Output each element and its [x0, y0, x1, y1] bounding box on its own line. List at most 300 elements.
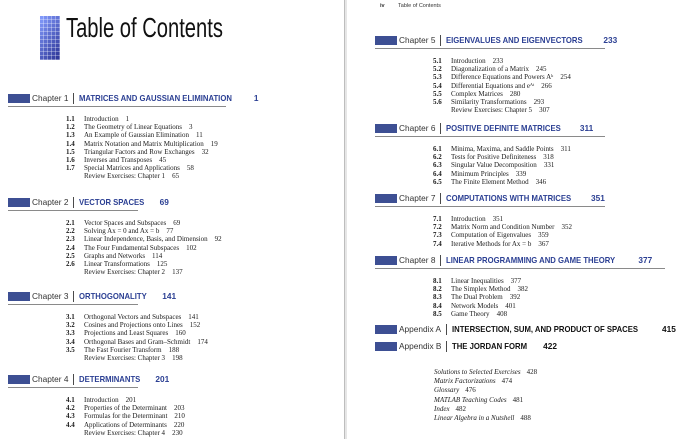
- chapter-heading[interactable]: [371, 191, 686, 205]
- section-number: 6.3: [433, 161, 442, 170]
- chapter-title: COMPUTATIONS WITH MATRICES: [446, 193, 572, 203]
- page-title: Table of Contents: [66, 12, 223, 43]
- back-matter-page: 476: [465, 386, 476, 395]
- back-matter-title: Linear Algebra in a Nutshell: [434, 414, 515, 423]
- chapter-bar-marker: [375, 342, 397, 351]
- section-number: [66, 429, 84, 437]
- chapter-page: 422: [543, 341, 557, 351]
- back-matter: [434, 368, 537, 423]
- section-row[interactable]: [66, 404, 334, 412]
- section-row[interactable]: [66, 346, 334, 354]
- section-page: 210: [174, 412, 185, 421]
- logo-grid-cell: [52, 52, 56, 56]
- section-row[interactable]: [66, 260, 334, 268]
- chapter-bar-marker: [8, 292, 30, 301]
- chapter-bar-marker: [375, 325, 397, 334]
- section-row[interactable]: [433, 231, 686, 239]
- section-number: 6.1: [433, 145, 442, 153]
- logo-grid-cell: [48, 40, 52, 44]
- chapter-block: [371, 339, 686, 353]
- chapter-underline: [8, 106, 226, 107]
- back-matter-row[interactable]: [434, 368, 537, 377]
- logo-grid-cell: [52, 56, 56, 60]
- section-title: Graphs and Networks: [84, 251, 146, 260]
- section-title: Linear Inequalities: [451, 277, 504, 285]
- review-row[interactable]: [66, 429, 334, 437]
- section-number: 5.3: [433, 73, 442, 82]
- section-row[interactable]: [433, 310, 686, 318]
- chapter-title: VECTOR SPACES: [79, 197, 145, 207]
- section-page: 245: [535, 65, 547, 74]
- section-title: Review Exercises: Chapter 5: [451, 106, 533, 115]
- section-title: Introduction: [84, 396, 119, 404]
- chapter-title: LINEAR PROGRAMMING AND GAME THEORY: [446, 255, 616, 265]
- section-title: Minimum Principles: [451, 169, 509, 178]
- section-page: 174: [197, 337, 208, 346]
- grid-logo-icon: [40, 16, 60, 60]
- section-row[interactable]: [66, 396, 334, 404]
- logo-grid-cell: [48, 56, 52, 60]
- chapter-page: 201: [155, 374, 170, 384]
- chapter-divider: [440, 255, 441, 266]
- section-row[interactable]: [433, 293, 686, 301]
- section-title: Properties of the Determinant: [84, 404, 168, 413]
- section-title: Differential Equations and eᴬᵗ: [451, 81, 535, 90]
- section-title: Special Matrices and Applications: [84, 164, 180, 173]
- chapter-page: 351: [591, 193, 605, 203]
- section-number: 8.2: [433, 285, 442, 294]
- chapter-title: POSITIVE DEFINITE MATRICES: [446, 123, 562, 133]
- section-row[interactable]: [66, 156, 334, 164]
- chapter-bar-marker: [375, 124, 397, 133]
- chapter-page: 69: [159, 197, 169, 207]
- logo-grid-cell: [40, 48, 44, 52]
- section-number: 1.2: [66, 123, 75, 132]
- section-page: 125: [156, 260, 168, 269]
- section-number: 3.5: [66, 345, 75, 354]
- section-page: 352: [561, 223, 572, 232]
- section-row[interactable]: [66, 235, 334, 243]
- chapter-bar-marker: [375, 256, 397, 265]
- logo-grid-cell: [56, 44, 60, 48]
- logo-grid-cell: [48, 28, 52, 32]
- section-title: Review Exercises: Chapter 2: [84, 268, 166, 277]
- section-row[interactable]: [433, 223, 686, 231]
- chapter-underline: [8, 210, 138, 211]
- back-matter-title: MATLAB Teaching Codes: [434, 395, 507, 404]
- section-row[interactable]: [66, 123, 334, 131]
- section-row[interactable]: [433, 90, 686, 98]
- section-page: 408: [496, 309, 508, 318]
- logo-grid-cell: [44, 48, 48, 52]
- logo-grid-cell: [52, 48, 56, 52]
- chapter-block: [371, 33, 686, 114]
- section-title: Introduction: [451, 215, 486, 223]
- back-matter-row[interactable]: [434, 386, 537, 395]
- section-page: 233: [492, 57, 504, 65]
- section-title: The Simplex Method: [451, 285, 511, 294]
- section-row[interactable]: [433, 98, 686, 106]
- logo-grid-cell: [48, 16, 52, 20]
- section-title: Applications of Determinants: [84, 420, 167, 429]
- section-row[interactable]: [66, 412, 334, 420]
- chapter-label: Chapter 4: [32, 374, 69, 384]
- logo-grid-cell: [56, 16, 60, 20]
- section-number: 3.3: [66, 329, 75, 338]
- section-row[interactable]: [433, 82, 686, 90]
- logo-grid-cell: [40, 20, 44, 24]
- review-row[interactable]: [433, 106, 686, 114]
- section-row[interactable]: [66, 148, 334, 156]
- section-number: 2.1: [66, 219, 75, 227]
- section-page: 351: [492, 215, 504, 223]
- review-row[interactable]: [66, 268, 334, 276]
- chapter-heading[interactable]: [4, 372, 334, 386]
- section-page: 203: [174, 404, 185, 413]
- section-row[interactable]: [66, 252, 334, 260]
- section-page: 401: [505, 301, 516, 310]
- section-row[interactable]: [433, 277, 686, 285]
- chapter-page: 1: [253, 93, 259, 103]
- chapter-heading[interactable]: [371, 33, 686, 47]
- section-number: 5.5: [433, 89, 442, 98]
- section-number: 8.1: [433, 277, 442, 285]
- section-title: Minima, Maxima, and Saddle Points: [451, 145, 554, 153]
- section-title: An Example of Gaussian Elimination: [84, 131, 189, 140]
- section-list: [66, 313, 334, 362]
- section-number: 3.4: [66, 337, 75, 346]
- section-title: Review Exercises: Chapter 4: [84, 428, 166, 437]
- back-matter-page: 428: [526, 368, 538, 376]
- chapter-divider: [73, 374, 74, 385]
- review-row[interactable]: [66, 172, 334, 180]
- section-row[interactable]: [66, 421, 334, 429]
- logo-grid-cell: [52, 36, 56, 40]
- section-page: 152: [189, 321, 201, 330]
- right-page: [347, 0, 690, 439]
- section-number: 1.4: [66, 139, 75, 148]
- chapter-block: [4, 91, 334, 181]
- section-number: 5.4: [433, 81, 442, 90]
- section-number: [66, 172, 84, 180]
- chapter-bar-marker: [8, 198, 30, 207]
- section-page: 307: [539, 106, 550, 115]
- logo-grid-cell: [56, 24, 60, 28]
- section-row[interactable]: [66, 227, 334, 235]
- section-row[interactable]: [433, 145, 686, 153]
- section-page: 102: [186, 243, 197, 252]
- logo-grid-cell: [40, 36, 44, 40]
- section-row[interactable]: [66, 164, 334, 172]
- logo-grid-cell: [52, 24, 56, 28]
- chapter-heading[interactable]: [371, 253, 686, 267]
- chapter-underline: [8, 387, 138, 388]
- chapter-label: Chapter 3: [32, 291, 69, 301]
- section-number: 7.2: [433, 223, 442, 232]
- back-matter-row[interactable]: [434, 396, 537, 405]
- section-number: 1.1: [66, 115, 75, 123]
- section-number: 4.1: [66, 396, 75, 404]
- section-number: 7.4: [433, 239, 442, 248]
- chapter-underline: [375, 136, 605, 137]
- section-row[interactable]: [433, 161, 686, 169]
- section-row[interactable]: [66, 313, 334, 321]
- section-list: [433, 145, 686, 186]
- logo-grid-cell: [56, 40, 60, 44]
- left-page: [0, 0, 344, 439]
- chapter-heading[interactable]: [371, 322, 686, 336]
- logo-grid-cell: [48, 48, 52, 52]
- chapter-block: [371, 121, 686, 186]
- chapter-label: Appendix B: [399, 341, 442, 351]
- back-matter-title: Solutions to Selected Exercises: [434, 368, 521, 376]
- section-page: 318: [543, 153, 554, 162]
- section-row[interactable]: [66, 244, 334, 252]
- logo-grid-cell: [40, 56, 44, 60]
- section-row[interactable]: [66, 219, 334, 227]
- logo-grid-cell: [44, 56, 48, 60]
- section-row[interactable]: [433, 57, 686, 65]
- back-matter-title: Glossary: [434, 386, 460, 395]
- chapter-label: Appendix A: [399, 324, 441, 334]
- section-title: Singular Value Decomposition: [451, 161, 537, 170]
- section-title: Similarity Transformations: [451, 98, 527, 107]
- logo-grid-cell: [56, 52, 60, 56]
- chapter-label: Chapter 8: [399, 255, 436, 265]
- back-matter-row[interactable]: [434, 414, 537, 423]
- section-number: 1.5: [66, 147, 75, 156]
- chapter-title: MATRICES AND GAUSSIAN ELIMINATION: [79, 93, 233, 103]
- chapter-block: [4, 289, 334, 362]
- chapter-heading[interactable]: [371, 339, 686, 353]
- chapter-label: Chapter 7: [399, 193, 436, 203]
- chapter-page: 141: [162, 291, 177, 301]
- chapter-block: [371, 322, 686, 336]
- section-title: Introduction: [84, 115, 119, 123]
- logo-grid-cell: [48, 36, 52, 40]
- logo-grid-cell: [44, 20, 48, 24]
- section-title: Solving Ax = 0 and Ax = b: [84, 227, 160, 236]
- section-title: Formulas for the Determinant: [84, 412, 168, 421]
- chapter-underline: [375, 48, 605, 49]
- section-number: 4.4: [66, 420, 75, 429]
- chapter-underline: [375, 268, 665, 269]
- chapter-title: DETERMINANTS: [79, 374, 141, 384]
- chapter-divider: [440, 193, 441, 204]
- section-number: 5.1: [433, 57, 442, 65]
- section-title: Computation of Eigenvalues: [451, 231, 532, 240]
- logo-grid-cell: [44, 44, 48, 48]
- section-list: [66, 219, 334, 276]
- section-page: 160: [175, 329, 186, 338]
- section-number: 7.1: [433, 215, 442, 223]
- section-title: The Finite Element Method: [451, 177, 529, 186]
- running-head-page: iv: [380, 3, 385, 9]
- section-title: Review Exercises: Chapter 1: [84, 172, 166, 181]
- section-number: 2.2: [66, 227, 75, 236]
- logo-grid-cell: [44, 32, 48, 36]
- section-page: 188: [168, 345, 180, 354]
- section-page: 201: [125, 396, 137, 404]
- section-page: 198: [172, 354, 183, 363]
- chapter-title: THE JORDAN FORM: [452, 341, 528, 351]
- section-number: 1.6: [66, 156, 75, 165]
- chapter-title: EIGENVALUES AND EIGENVECTORS: [446, 35, 584, 45]
- section-number: [433, 106, 451, 114]
- section-row[interactable]: [433, 73, 686, 81]
- section-number: 4.3: [66, 412, 75, 421]
- section-title: The Dual Problem: [451, 293, 503, 302]
- section-row[interactable]: [433, 240, 686, 248]
- section-title: Diagonalization of a Matrix: [451, 65, 529, 74]
- chapter-divider: [73, 291, 74, 302]
- section-row[interactable]: [66, 329, 334, 337]
- logo-grid-cell: [52, 28, 56, 32]
- section-number: 2.6: [66, 260, 75, 269]
- section-page: 220: [173, 420, 185, 429]
- section-page: 77: [166, 227, 174, 236]
- logo-grid-cell: [44, 16, 48, 20]
- chapter-page: 311: [579, 123, 594, 133]
- section-page: 311: [560, 145, 571, 153]
- logo-grid-cell: [40, 52, 44, 56]
- section-row[interactable]: [66, 338, 334, 346]
- logo-grid-cell: [40, 16, 44, 20]
- section-page: 392: [509, 293, 521, 302]
- section-page: 65: [172, 172, 180, 181]
- back-matter-title: Index: [434, 404, 450, 413]
- section-number: 6.5: [433, 177, 442, 186]
- chapter-label: Chapter 2: [32, 197, 69, 207]
- chapter-heading[interactable]: [371, 121, 686, 135]
- back-matter-row[interactable]: [434, 377, 537, 386]
- section-row[interactable]: [433, 302, 686, 310]
- section-title: Game Theory: [451, 309, 490, 318]
- back-matter-row[interactable]: [434, 405, 537, 414]
- logo-grid-cell: [48, 52, 52, 56]
- section-title: Orthogonal Vectors and Subspaces: [84, 313, 182, 321]
- section-page: 1: [125, 115, 130, 123]
- section-list: [433, 57, 686, 114]
- chapter-divider: [446, 324, 447, 335]
- chapter-heading[interactable]: [4, 91, 334, 105]
- section-title: Difference Equations and Powers Aᵏ: [451, 73, 554, 82]
- chapter-page: 377: [638, 255, 653, 265]
- section-page: 382: [517, 285, 528, 294]
- logo-grid-cell: [48, 20, 52, 24]
- chapter-heading[interactable]: [4, 195, 334, 209]
- section-number: 3.2: [66, 321, 75, 330]
- chapter-divider: [440, 123, 441, 134]
- logo-grid-cell: [56, 56, 60, 60]
- section-row[interactable]: [66, 140, 334, 148]
- back-matter-page: 474: [501, 377, 513, 386]
- section-row[interactable]: [433, 285, 686, 293]
- section-number: 1.7: [66, 164, 75, 173]
- chapter-bar-marker: [375, 194, 397, 203]
- section-number: 1.3: [66, 131, 75, 140]
- section-row[interactable]: [433, 215, 686, 223]
- logo-grid-cell: [56, 20, 60, 24]
- section-page: 45: [159, 156, 167, 165]
- section-number: 5.2: [433, 65, 442, 74]
- section-page: 339: [515, 169, 527, 178]
- section-list: [433, 215, 686, 248]
- section-page: 137: [172, 268, 183, 277]
- chapter-label: Chapter 5: [399, 35, 436, 45]
- section-page: 114: [152, 251, 163, 260]
- section-title: The Four Fundamental Subspaces: [84, 243, 180, 252]
- section-row[interactable]: [66, 131, 334, 139]
- section-number: 7.3: [433, 231, 442, 240]
- logo-grid-cell: [52, 16, 56, 20]
- section-page: 19: [210, 139, 218, 148]
- section-title: Cosines and Projections onto Lines: [84, 321, 183, 330]
- chapter-block: [4, 372, 334, 437]
- chapter-page: 233: [603, 35, 618, 45]
- section-page: 141: [188, 313, 199, 321]
- running-head: [380, 3, 441, 9]
- section-title: Linear Independence, Basis, and Dimension: [84, 235, 208, 244]
- section-title: Complex Matrices: [451, 89, 503, 98]
- section-number: 5.6: [433, 98, 442, 107]
- section-title: Iterative Methods for Ax = b: [451, 239, 532, 248]
- section-number: 2.4: [66, 243, 75, 252]
- section-number: 2.5: [66, 251, 75, 260]
- section-page: 254: [560, 73, 571, 82]
- section-row[interactable]: [66, 321, 334, 329]
- section-row[interactable]: [66, 115, 334, 123]
- section-page: 92: [214, 235, 222, 244]
- chapter-heading[interactable]: [4, 289, 334, 303]
- section-page: 58: [186, 164, 194, 173]
- logo-grid-cell: [48, 24, 52, 28]
- logo-grid-cell: [44, 52, 48, 56]
- section-page: 346: [535, 177, 547, 186]
- logo-grid-cell: [56, 36, 60, 40]
- section-list: [66, 115, 334, 181]
- section-page: 293: [533, 98, 545, 107]
- logo-grid-cell: [52, 40, 56, 44]
- logo-grid-cell: [48, 32, 52, 36]
- logo-grid-cell: [40, 32, 44, 36]
- chapter-underline: [8, 304, 138, 305]
- section-title: Orthogonal Bases and Gram–Schmidt: [84, 337, 191, 346]
- section-page: 331: [543, 161, 555, 170]
- logo-grid-cell: [40, 44, 44, 48]
- logo-grid-cell: [44, 24, 48, 28]
- section-title: The Geometry of Linear Equations: [84, 123, 182, 132]
- section-row[interactable]: [433, 65, 686, 73]
- running-head-title: Table of Contents: [398, 3, 441, 9]
- logo-grid-cell: [44, 36, 48, 40]
- section-row[interactable]: [433, 170, 686, 178]
- logo-grid-cell: [56, 28, 60, 32]
- section-title: Introduction: [451, 57, 486, 65]
- section-row[interactable]: [433, 153, 686, 161]
- section-page: 11: [195, 131, 203, 140]
- logo-grid-cell: [40, 24, 44, 28]
- back-matter-page: 488: [520, 414, 531, 423]
- review-row[interactable]: [66, 354, 334, 362]
- section-list: [433, 277, 686, 318]
- section-title: Tests for Positive Definiteness: [451, 153, 537, 162]
- section-row[interactable]: [433, 178, 686, 186]
- section-page: 32: [201, 147, 209, 156]
- chapter-bar-marker: [8, 375, 30, 384]
- section-title: Matrix Norm and Condition Number: [451, 223, 555, 232]
- section-page: 367: [538, 239, 549, 248]
